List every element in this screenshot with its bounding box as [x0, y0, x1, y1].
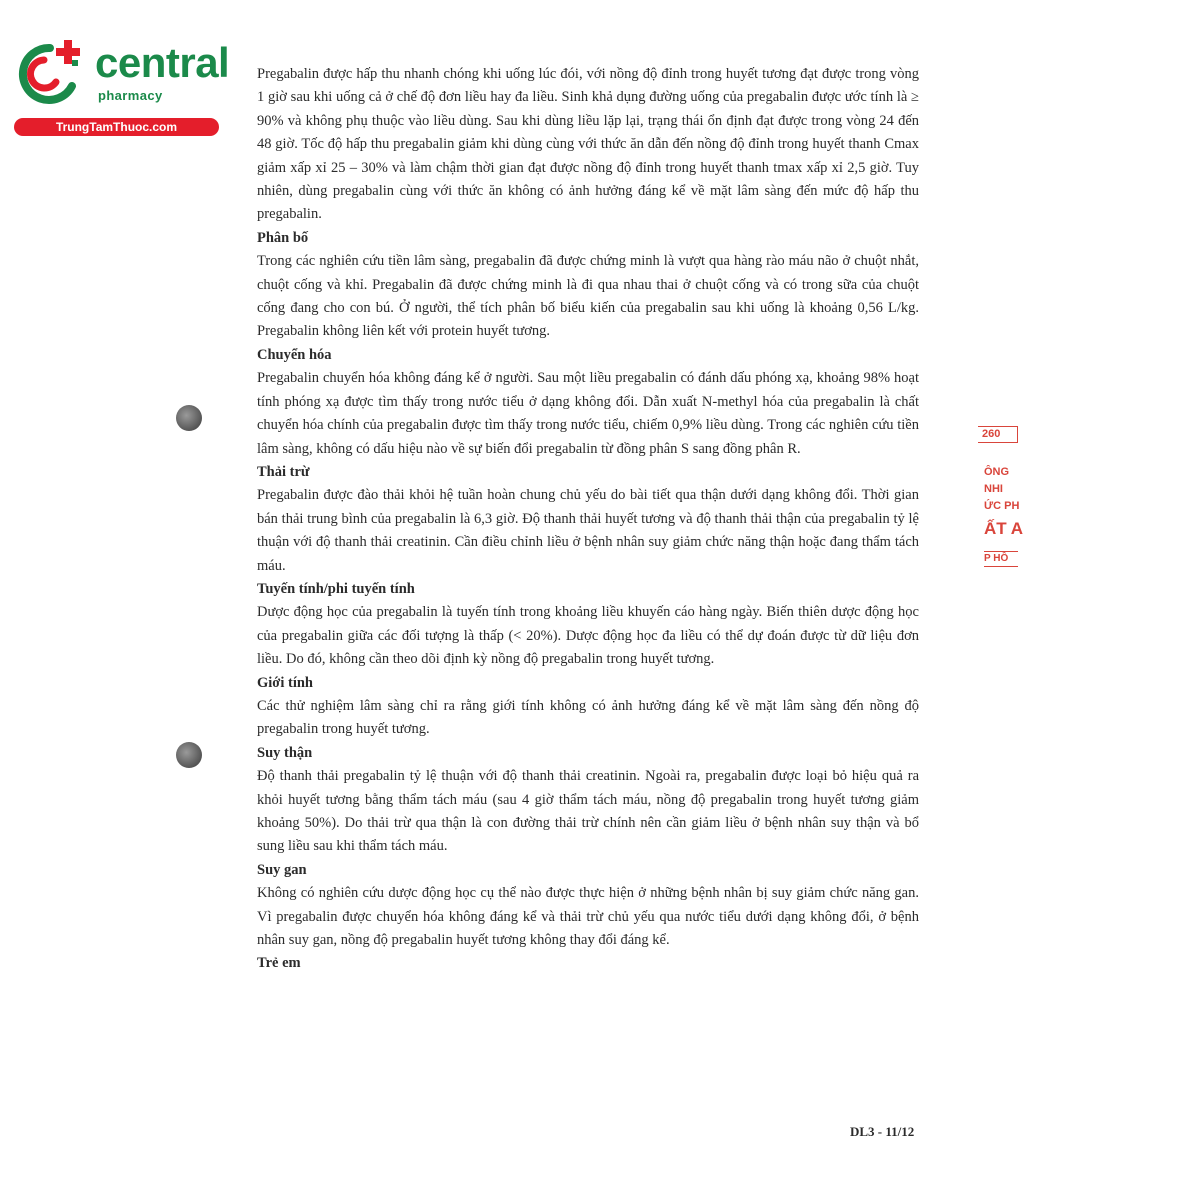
section-heading: Trẻ em — [257, 955, 301, 972]
document-body — [257, 63, 919, 976]
section-heading: Thải trừ — [257, 463, 310, 480]
logo-subtitle: pharmacy — [98, 88, 163, 103]
section-paragraph: Pregabalin chuyển hóa không đáng kể ở người. Sau một liều pregabalin có đánh dấu phóng xạ, khoảng 98% hoạt tính phóng xạ được tìm thấy trong nước tiểu ở dạng không đổi. Dẫn xuất N-methyl hóa của pregabalin là chất chuyển hóa chính của pregabalin được tìm thấy trong nước tiểu, chiếm 0,9% liều dùng. Trong các nghiên cứu tiền lâm sàng, không có dấu hiệu nào về sự biến đổi pregabalin từ đồng phân S sang đồng phân R. — [257, 370, 919, 457]
section-heading: Suy thận — [257, 744, 313, 761]
page-number: DL3 - 11/12 — [850, 1124, 915, 1139]
section-heading: Tuyến tính/phi tuyến tính — [257, 580, 415, 597]
section-paragraph: Các thử nghiệm lâm sàng chỉ ra rằng giới tính không có ảnh hưởng đáng kể về mặt lâm sàng đến nồng độ pregabalin trong huyết tương. — [257, 697, 919, 738]
section-paragraph: Độ thanh thải pregabalin tỷ lệ thuận với độ thanh thải creatinin. Ngoài ra, pregabalin được loại bỏ hiệu quả ra khỏi huyết tương bằng thẩm tách máu (sau 4 giờ thẩm tách máu, nồng độ pregabalin trong huyết tương giảm khoảng 50%). Do thải trừ qua thận là con đường thải trừ chính nên cần giảm liều ở bệnh nhân suy thận và bổ sung liều sau khi thẩm tách máu. — [257, 768, 919, 855]
logo-url-badge: TrungTamThuoc.com — [14, 118, 219, 136]
stamp-text: ÔNG — [984, 466, 1010, 478]
punch-hole — [176, 405, 202, 431]
central-pharmacy-logo — [10, 36, 230, 136]
logo-name: central — [95, 39, 230, 86]
section-paragraph: Trong các nghiên cứu tiền lâm sàng, pregabalin đã được chứng minh là vượt qua hàng rào máu não ở chuột nhắt, chuột cống và khỉ. Pregabalin đã được chứng minh là đi qua nhau thai ở chuột cống và có trong sữa của chuột cống đang cho con bú. Ở người, thể tích phân bố biểu kiến của pregabalin sau khi uống là khoảng 0,56 L/kg. Pregabalin không liên kết với protein huyết tương. — [257, 253, 919, 340]
stamp-text: 260 — [978, 426, 1018, 443]
red-stamp — [978, 426, 1024, 616]
section-paragraph: Dược động học của pregabalin là tuyến tính trong khoảng liều khuyến cáo hàng ngày. Biến thiên dược động học của pregabalin giữa các đối tượng là thấp (< 20%). Dược động học đa liều có thể dự đoán được từ dữ liệu đơn liều. Do đó, không cần theo dõi định kỳ nồng độ pregabalin trong huyết tương. — [257, 604, 919, 668]
punch-hole — [176, 742, 202, 768]
pharmacy-cross-icon — [10, 36, 90, 106]
section-paragraph: Pregabalin được đào thải khỏi hệ tuần hoàn chung chủ yếu do bài tiết qua thận dưới dạng không đổi. Thời gian bán thải trung bình của pregabalin là 6,3 giờ. Độ thanh thải huyết tương và độ thanh thải thận của pregabalin tỷ lệ thuận với độ thanh thải creatinin. Cần điều chỉnh liều ở bệnh nhân suy giảm chức năng thận hoặc đang thẩm tách máu. — [257, 487, 919, 574]
section-heading: Chuyển hóa — [257, 346, 332, 363]
section-heading: Giới tính — [257, 674, 313, 691]
stamp-text: P HỒ — [984, 551, 1018, 567]
intro-paragraph: Pregabalin được hấp thu nhanh chóng khi uống lúc đói, với nồng độ đỉnh trong huyết tương đạt được trong vòng 1 giờ sau khi uống cả ở chế độ đơn liều hay đa liều. Sinh khả dụng đường uống của pregabalin được ước tính là ≥ 90% và không phụ thuộc vào liều dùng. Sau khi dùng liều lặp lại, trạng thái ổn định đạt được trong vòng 24 đến 48 giờ. Tốc độ hấp thu pregabalin giảm khi dùng cùng với thức ăn dẫn đến nồng độ đỉnh trong huyết thanh Cmax giảm xấp xỉ 25 – 30% và làm chậm thời gian đạt được nồng độ đỉnh trong huyết thanh tmax xấp xỉ 2,5 giờ. Tuy nhiên, dùng pregabalin cùng với thức ăn không có ảnh hưởng đáng kể về mặt lâm sàng đến mức độ hấp thu pregabalin. — [257, 66, 919, 223]
section-heading: Phân bố — [257, 229, 309, 246]
section-heading: Suy gan — [257, 861, 307, 878]
stamp-text: ẤT A — [984, 519, 1024, 538]
stamp-text: ỨC PH — [984, 500, 1020, 512]
stamp-text: NHI — [984, 483, 1003, 495]
section-paragraph: Không có nghiên cứu dược động học cụ thể nào được thực hiện ở những bệnh nhân bị suy giảm chức năng gan. Vì pregabalin được chuyển hóa không đáng kể và thải trừ chủ yếu qua nước tiểu dưới dạng không đổi, ở bệnh nhân suy gan, nồng độ pregabalin huyết tương không thay đổi đáng kể. — [257, 885, 919, 949]
